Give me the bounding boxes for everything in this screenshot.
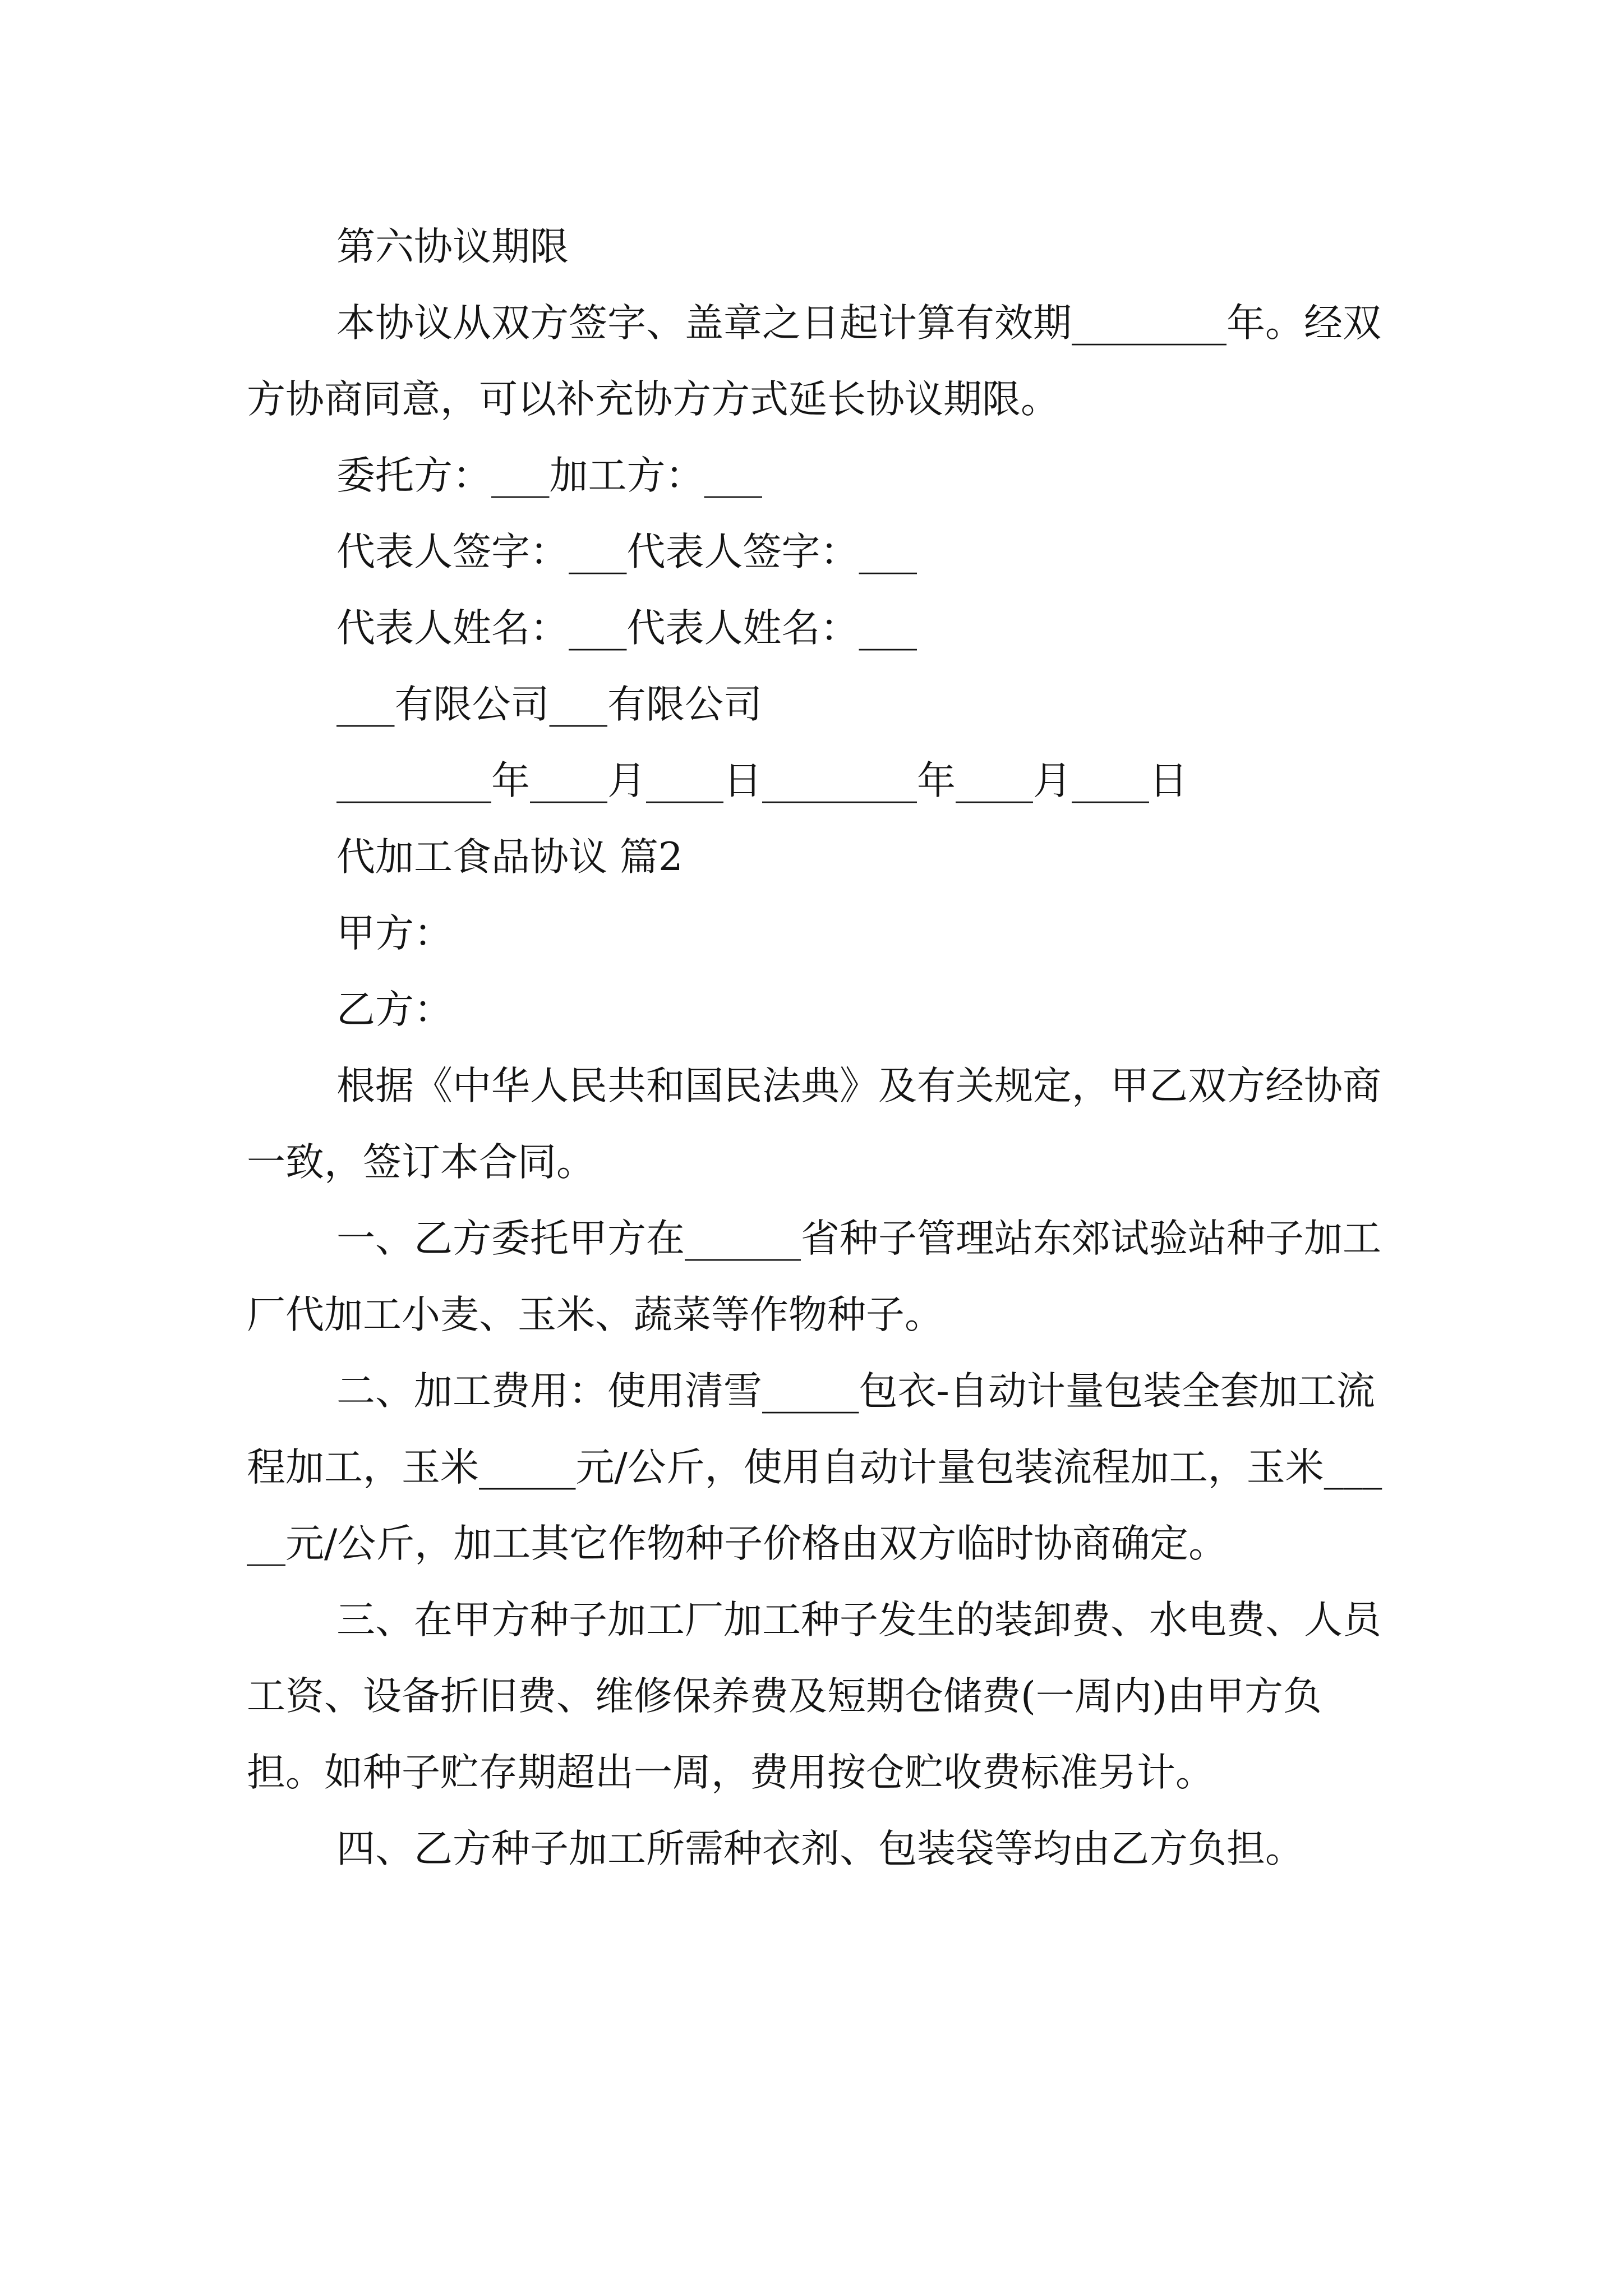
preamble: 根据《中华人民共和国民法典》及有关规定，甲乙双方经协商一致，签订本合同。 xyxy=(247,1064,1381,1185)
section-six-heading: 第六协议期限 xyxy=(336,224,569,269)
clause-1: 一、乙方委托甲方在______省种子管理站东郊试验站种子加工厂代加工小麦、玉米、蔬菜等作物种子。 xyxy=(247,1216,1381,1337)
signature-line: 代表人签字：___代表人签字：___ xyxy=(336,530,917,574)
clause-4: 四、乙方种子加工所需种衣剂、包装袋等均由乙方负担。 xyxy=(336,1826,1304,1871)
validity-clause: 本协议从双方签字、盖章之日起计算有效期________年。经双方协商同意，可以补充协方方式延长协议期限。 xyxy=(247,301,1381,422)
document-body xyxy=(247,209,1385,1887)
clause-2: 二、加工费用：使用清雪_____包衣-自动计量包装全套加工流程加工，玉米_____元/公斤，使用自动计量包装流程加工，玉米_____元/公斤，加工其它作物种子价格由双方临时协商确定。 xyxy=(247,1369,1382,1566)
party-a: 甲方： xyxy=(336,911,453,956)
company-line: ___有限公司___有限公司 xyxy=(336,682,762,727)
parties-line: 委托方：___加工方：___ xyxy=(336,453,762,498)
clause-3: 三、在甲方种子加工厂加工种子发生的装卸费、水电费、人员工资、设备折旧费、维修保养费及短期仓储费(一周内)由甲方负担。如种子贮存期超出一周，费用按仓贮收费标准另计。 xyxy=(247,1598,1381,1795)
name-line: 代表人姓名：___代表人姓名：___ xyxy=(336,606,917,651)
date-line: ________年____月____日________年____月____日 xyxy=(336,758,1188,803)
agreement-2-title: 代加工食品协议 篇2 xyxy=(336,835,683,880)
party-b: 乙方： xyxy=(336,987,453,1032)
